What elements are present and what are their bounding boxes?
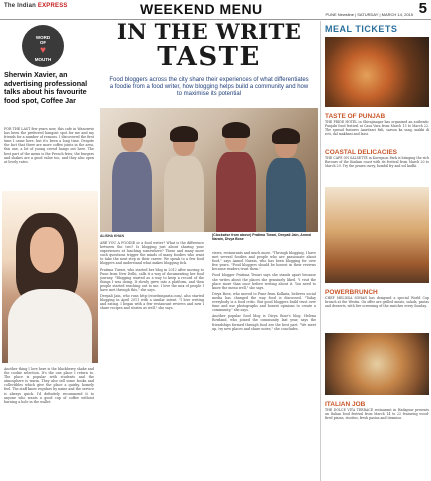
paragraph: ARE YOU A FOODIE or a food writer? What is the difference between the two? Is blogging just about sharing your experiences at lunching somewhere? These and many more such questions trigger the minds of many foodies who want to take the next step in their career. We speak to a few food bloggers and understand what makes blogging tick. — [100, 241, 204, 266]
headline-line-1: IN THE WRITE — [116, 20, 302, 45]
meal-tickets-column — [320, 21, 431, 481]
coastal-food-photo — [325, 187, 429, 283]
intro-heading: Sherwin Xavier, an advertising professional talks about his favourite food spot, Coffee Jar — [4, 70, 88, 105]
photo-caption: (Clockwise from above) Pratima Tiwari, Deepali Jain, Anmol Narain, Divya Bose — [212, 233, 312, 242]
left-lower-body: Another thing I love here is the blackberry shake and the cookie selection. It's the one place I return to. The place is popular with students and the atmosphere is warm. They also sell some books and collectibles which give the place a quirky, homely feel. The staff know regulars by name and the service is always quick. I'd definitely recommend it to anyone who wants a good cup of coffee without burning a hole in the wallet. — [4, 367, 94, 404]
portrait-photo — [2, 191, 98, 363]
event-italian-job — [325, 401, 429, 421]
event-powerbrunch — [325, 289, 429, 309]
section-title: WEEKEND MENU — [140, 1, 263, 17]
event-title: TASTE OF PUNJAB — [325, 113, 386, 120]
feature-article — [100, 21, 318, 481]
badge-line-2: OF — [39, 40, 47, 45]
event-title: POWERBRUNCH — [325, 289, 378, 296]
badge-line-1: WORD — [35, 35, 51, 40]
heart-icon: ♥ — [40, 45, 46, 56]
article-column-1 — [100, 241, 204, 473]
brunch-food-photo — [325, 333, 429, 395]
byline: ALISHA KHAN — [100, 234, 124, 238]
event-body: CHEF MELISSA SOHAN has designed a special World Cup brunch at the Westin. On offer are grilled meats, salads, pastas and desserts, with live screening of the matches every Sunday. — [325, 296, 429, 308]
event-body: THE CAFE ON SALSETTE in Koregaon Park is bringing the rich flavours of the Konkan coast with its festival from March 20 to March 29. Try the prawn curry, bombil fry and sol kadhi. — [325, 156, 429, 168]
paper-name — [4, 3, 68, 9]
food-photo — [325, 37, 429, 107]
paragraph: Pratima Tiwari, who started her blog in 2012 after moving to Pune from New Delhi, calls it a way of documenting her food journey. "Blogging started as a way to keep a record of the things I was doing. It slowly grew into a platform, and then people started reaching out to me. I love the mix of people I have met through this," she says. — [100, 267, 204, 293]
headline-line-2: TASTE — [157, 42, 261, 72]
meal-tickets-heading: MEAL TICKETS — [325, 24, 398, 34]
paragraph: Divya Bose, who moved to Pune from Kolkata, believes social media has changed the way food is discussed. "Today everybody is a food critic. But good bloggers build trust over time and use photographs and honest opinions to create a community," she says. — [212, 291, 316, 313]
paragraph: views, restaurants and much more. "Through blogging, I have met several foodies and people who are passionate about food," says Anmol Narain, who has been blogging for over five years. "Food bloggers should be honest in their reviews because readers trust them." — [212, 251, 316, 272]
event-body: THE DOLCE VITA TERRACE restaurant in Hadapsar presents an Italian food festival from March 14 to 22 featuring wood-fired pizzas, risottos, fresh pastas and tiramisu. — [325, 408, 429, 420]
word-of-mouth-badge — [22, 25, 64, 67]
paragraph: Deepali Jain, who runs http://wordsinpasta.com/, also started blogging in April 2011 with a similar intent. "I love writing and eating. I began with a few restaurant reviews and now I share recipes and stories as well," she says. — [100, 294, 204, 311]
article-body — [100, 241, 318, 477]
masthead — [0, 0, 431, 20]
bloggers-photo — [100, 108, 318, 232]
event-title: ITALIAN JOB — [325, 401, 366, 408]
intro-body: FOR THE LAST few years now, this cafe in Wanowrie has been the preferred hangout spot for me and my friends for a number of reasons. I discovered the first time I came here, but it's been a long time. Despite the fact that there are more coffee joints in the area, this one, a lot of young crowd hangs out here. The best part of the menu is the French fries; the burgers and shakes are a good value too, and they also open at lovely rates. — [4, 127, 94, 164]
headline — [100, 21, 318, 76]
paper-name-prefix: The Indian — [4, 3, 36, 9]
event-taste-of-punjab — [325, 113, 429, 137]
paragraph: Another popular food blog is Divya Bose's blog. Helena Rowland, who joined the community last year, says the friendships formed through food are the best part. "We meet up, try new places and share notes," she concludes. — [212, 314, 316, 331]
dateline: PUNE Newsline | SATURDAY | MARCH 14, 2015 — [325, 12, 413, 17]
paragraph: Food blogger Pratima Tiwari says she stands apart because she writes about the places she genuinely liked. "I visit the place more than once before writing about it. You need to know the menu well," she says. — [212, 273, 316, 290]
left-column — [0, 21, 98, 481]
badge-line-3: MOUTH — [34, 57, 52, 62]
standfirst: Food bloggers across the city share their experiences of what differentiates a foodie from a food writer, how blogging helps build a community and how to maximise its potential — [109, 77, 309, 98]
event-coastal-delicacies — [325, 149, 429, 169]
article-column-2 — [212, 251, 316, 473]
event-title: COASTAL DELICACIES — [325, 149, 397, 156]
event-body: THE PRIDE HOTEL in Shivajinagar has organised an authentic Punjabi food festival at Casa Vara from March 13 to March 22. The spread features Amritsari fish, sarson ka saag, makki di roti, dal makhani and lassi. — [325, 120, 429, 136]
page-number: 5 — [418, 0, 427, 17]
paper-name-main: EXPRESS — [37, 3, 68, 9]
